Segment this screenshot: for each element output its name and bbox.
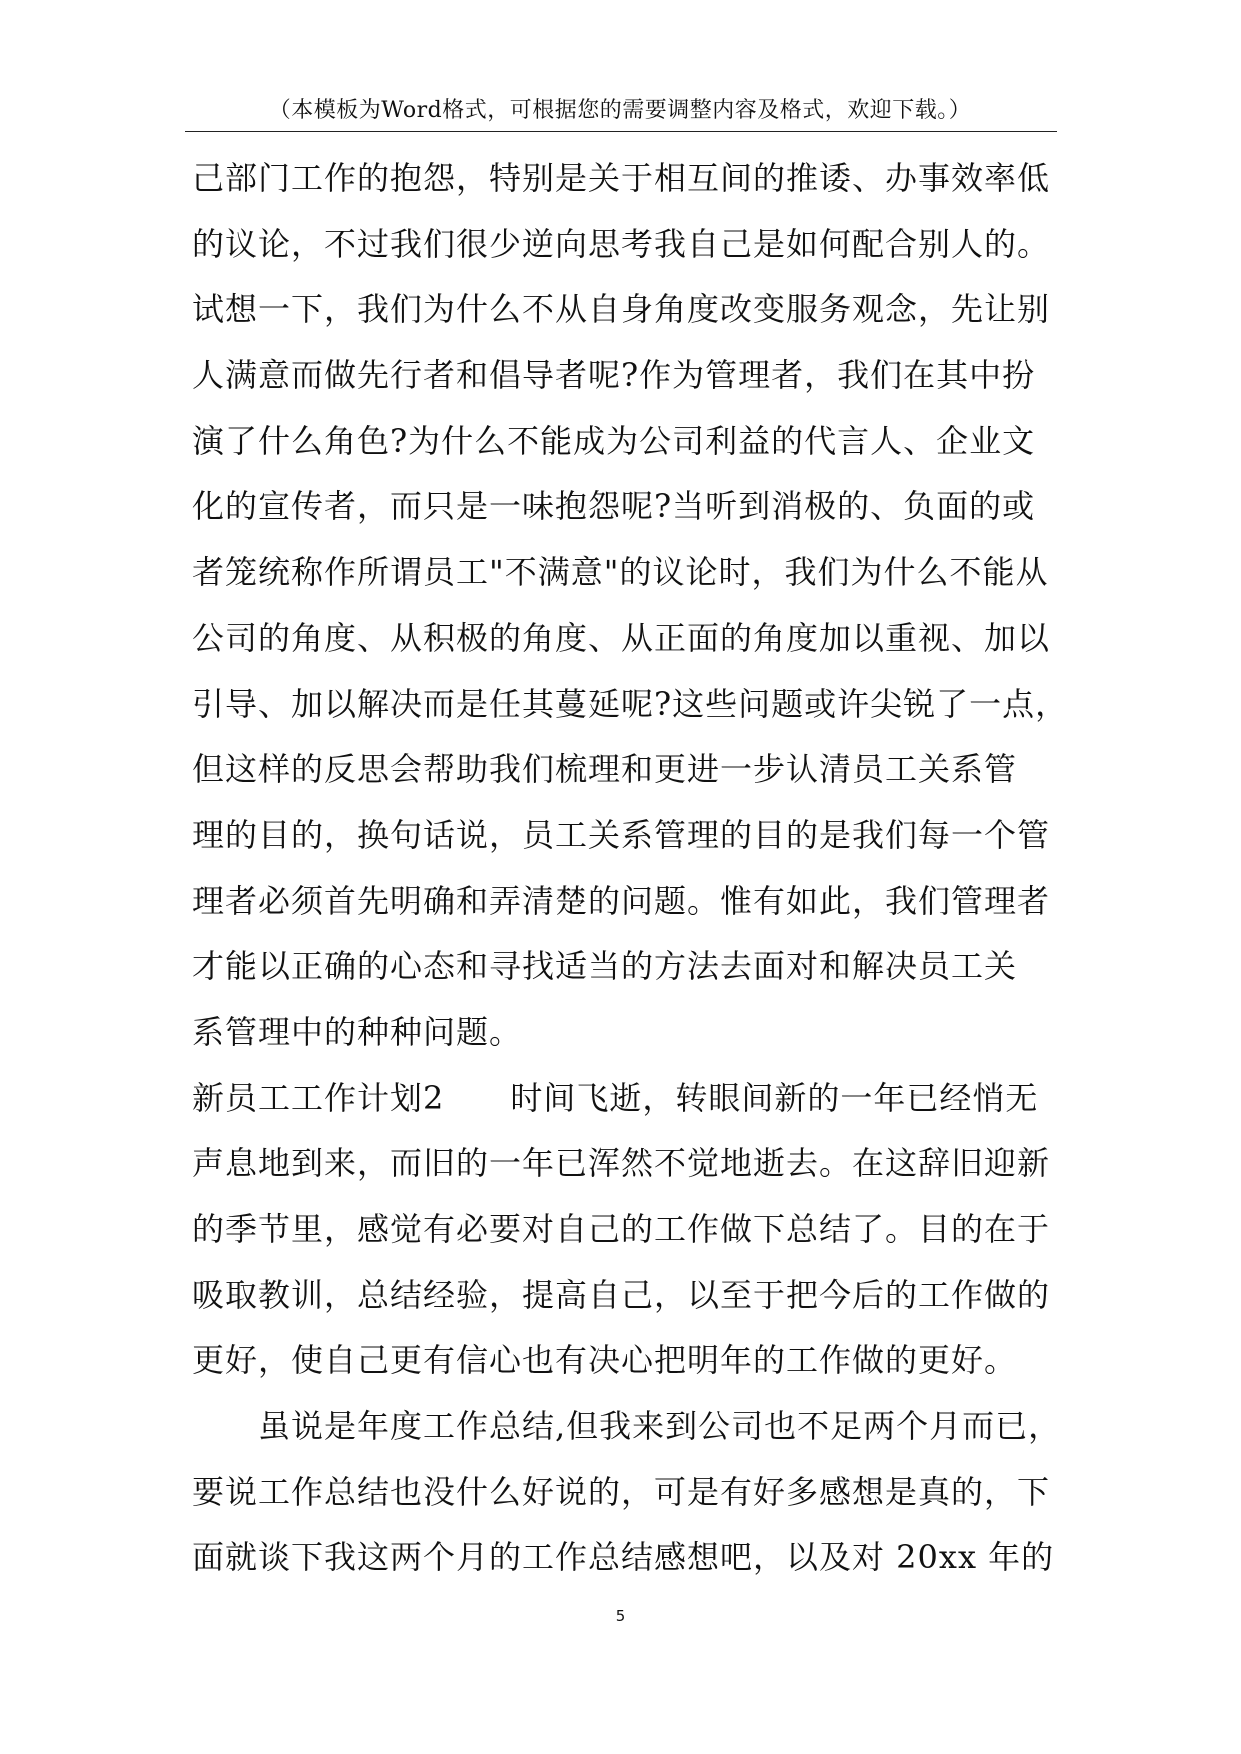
text-line: 声息地到来，而旧的一年已浑然不觉地逝去。在这辞旧迎新: [192, 1144, 1051, 1183]
text-line: 己部门工作的抱怨，特别是关于相互间的推诿、办事效率低: [192, 159, 1051, 197]
text-line: 化的宣传者，而只是一味抱怨呢?当听到消极的、负面的或: [192, 487, 1036, 526]
section-heading-line: 新员工工作计划2 时间飞逝，转眼间新的一年已经悄无: [192, 1078, 1039, 1117]
text-line: 的季节里，感觉有必要对自己的工作做下总结了。目的在于: [192, 1210, 1051, 1248]
text-line: 引导、加以解决而是任其蔓延呢?这些问题或许尖锐了一点，: [192, 684, 1069, 723]
text-line: 虽说是年度工作总结,但我来到公司也不足两个月而已，: [192, 1407, 1062, 1446]
text-line: 人满意而做先行者和倡导者呢?作为管理者，我们在其中扮: [192, 356, 1036, 395]
text-line: 公司的角度、从积极的角度、从正面的角度加以重视、加以: [192, 618, 1051, 657]
template-header-note: （本模板为Word格式，可根据您的需要调整内容及格式，欢迎下载。）: [268, 98, 972, 123]
text-line: 理者必须首先明确和弄清楚的问题。惟有如此，我们管理者: [192, 881, 1051, 920]
text-line: 演了什么角色?为什么不能成为公司利益的代言人、企业文: [192, 421, 1036, 460]
text-line: 的议论，不过我们很少逆向思考我自己是如何配合别人的。: [192, 224, 1051, 263]
header-divider: [185, 131, 1057, 132]
text-line: 更好，使自己更有信心也有决心把明年的工作做的更好。: [192, 1341, 1018, 1380]
text-line: 者笼统称作所谓员工"不满意"的议论时，我们为什么不能从: [192, 553, 1049, 592]
page-number: 5: [615, 1607, 626, 1625]
text-line: 系管理中的种种问题。: [192, 1012, 523, 1051]
text-line: 要说工作总结也没什么好说的，可是有好多感想是真的，下: [192, 1472, 1051, 1511]
text-line: 试想一下，我们为什么不从自身角度改变服务观念，先让别: [192, 290, 1051, 329]
text-line: 面就谈下我这两个月的工作总结感想吧，以及对 20xx 年的: [192, 1538, 1055, 1577]
text-line: 吸取教训，总结经验，提高自己，以至于把今后的工作做的: [192, 1275, 1051, 1314]
text-line: 但这样的反思会帮助我们梳理和更进一步认清员工关系管: [192, 750, 1018, 789]
text-line: 才能以正确的心态和寻找适当的方法去面对和解决员工关: [192, 947, 1018, 986]
text-line: 理的目的，换句话说，员工关系管理的目的是我们每一个管: [192, 815, 1051, 854]
body-text: [192, 146, 1072, 1591]
